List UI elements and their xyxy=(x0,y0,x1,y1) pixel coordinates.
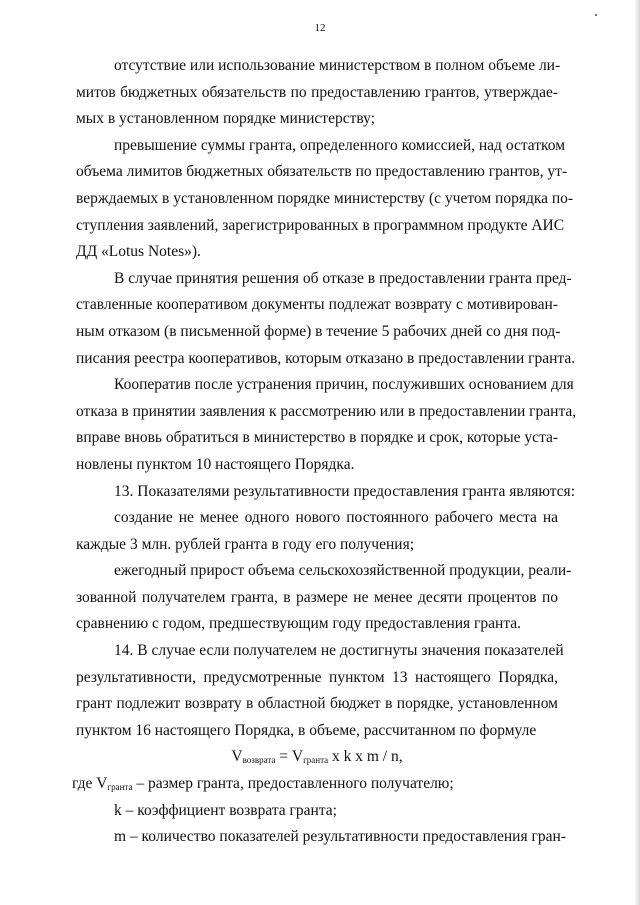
text-line: пунктом 16 настоящего Порядка, в объеме, рассчитанном по формуле xyxy=(76,721,537,739)
definition-post: – размер гранта, предоставленного получателю; xyxy=(132,775,454,793)
text-line: ежегодный прирост объема сельскохозяйственной продукции, реали- xyxy=(114,562,572,580)
text-line: 14. В случае если получателем не достигнуты значения показателей xyxy=(114,642,564,660)
text-line: новлены пунктом 10 настоящего Порядка. xyxy=(76,455,355,473)
text-line: объема лимитов бюджетных обязательств по предоставлению грантов, ут- xyxy=(76,163,568,181)
text-line: писания реестра кооперативов, которым отказано в предоставлении гранта. xyxy=(76,349,576,367)
definition-k xyxy=(76,798,558,825)
text-line: Кооператив после устранения причин, послуживших основанием для xyxy=(114,376,574,394)
text-line: В случае принятия решения об отказе в предоставлении гранта пред- xyxy=(114,269,572,287)
text-line: зованной получателем гранта, в размере не менее десяти процентов по xyxy=(76,588,558,606)
formula-sub-return: возврата xyxy=(242,755,276,766)
text-line: 13. Показателями результативности предоставления гранта являются: xyxy=(114,482,575,500)
text-line: вправе вновь обратиться в министерство в порядке и срок, которые уста- xyxy=(76,429,559,447)
text-line: ДД «Lotus Notes»). xyxy=(76,243,201,261)
text-line: верждаемых в установленном порядке министерству (с учетом порядка по- xyxy=(76,189,574,207)
scan-speck xyxy=(595,14,597,16)
formula-v-grant: V xyxy=(291,748,304,766)
document-body xyxy=(72,53,577,851)
definition-v-grant xyxy=(72,771,558,798)
definition-m xyxy=(76,824,566,851)
formula-equals: = xyxy=(275,748,292,766)
text-line: ставленные кооперативом документы подлежат возврату с мотивирован- xyxy=(76,296,558,314)
formula-line xyxy=(76,744,558,771)
text-line: ступления заявлений, зарегистрированных в программном продукте АИС xyxy=(76,216,565,234)
body-lines xyxy=(76,53,577,744)
scan-edge-shadow xyxy=(634,0,640,905)
definition-pre: где V xyxy=(72,775,108,793)
formula-rest: x k x m / n, xyxy=(328,748,403,766)
grant-return-formula xyxy=(231,744,402,774)
text-line: создание не менее одного нового постоянного рабочего места на xyxy=(114,509,558,527)
page-number: 12 xyxy=(314,22,326,34)
text-line: отказа в принятии заявления к рассмотрению или в предоставлении гранта, xyxy=(76,402,577,420)
text-line: результативности, предусмотренные пунктом 13 настоящего Порядка, xyxy=(76,668,558,686)
formula-sub-grant: гранта xyxy=(303,755,329,766)
text-line: ным отказом (в письменной форме) в течение 5 рабочих дней со дня под- xyxy=(76,322,561,340)
text-line: превышение суммы гранта, определенного комиссией, над остатком xyxy=(114,136,566,154)
text-line: митов бюджетных обязательств по предоставлению грантов, утверждае- xyxy=(76,83,558,101)
definition-sub: гранта xyxy=(107,782,133,793)
text-line: мых в установленном порядке министерству; xyxy=(76,110,375,128)
definition-k-text: k – коэффициент возврата гранта; xyxy=(114,801,337,819)
text-line: сравнению с годом, предшествующим году предоставления гранта. xyxy=(76,615,522,633)
text-line: грант подлежит возврату в областной бюджет в порядке, установленном xyxy=(76,695,558,713)
text-line: отсутствие или использование министерством в полном объеме ли- xyxy=(114,57,561,74)
formula-v-return: V xyxy=(231,748,243,766)
definition-m-text: m – количество показателей результативности предоставления гран- xyxy=(114,828,566,846)
text-line: каждые 3 млн. рублей гранта в году его получения; xyxy=(76,535,415,553)
